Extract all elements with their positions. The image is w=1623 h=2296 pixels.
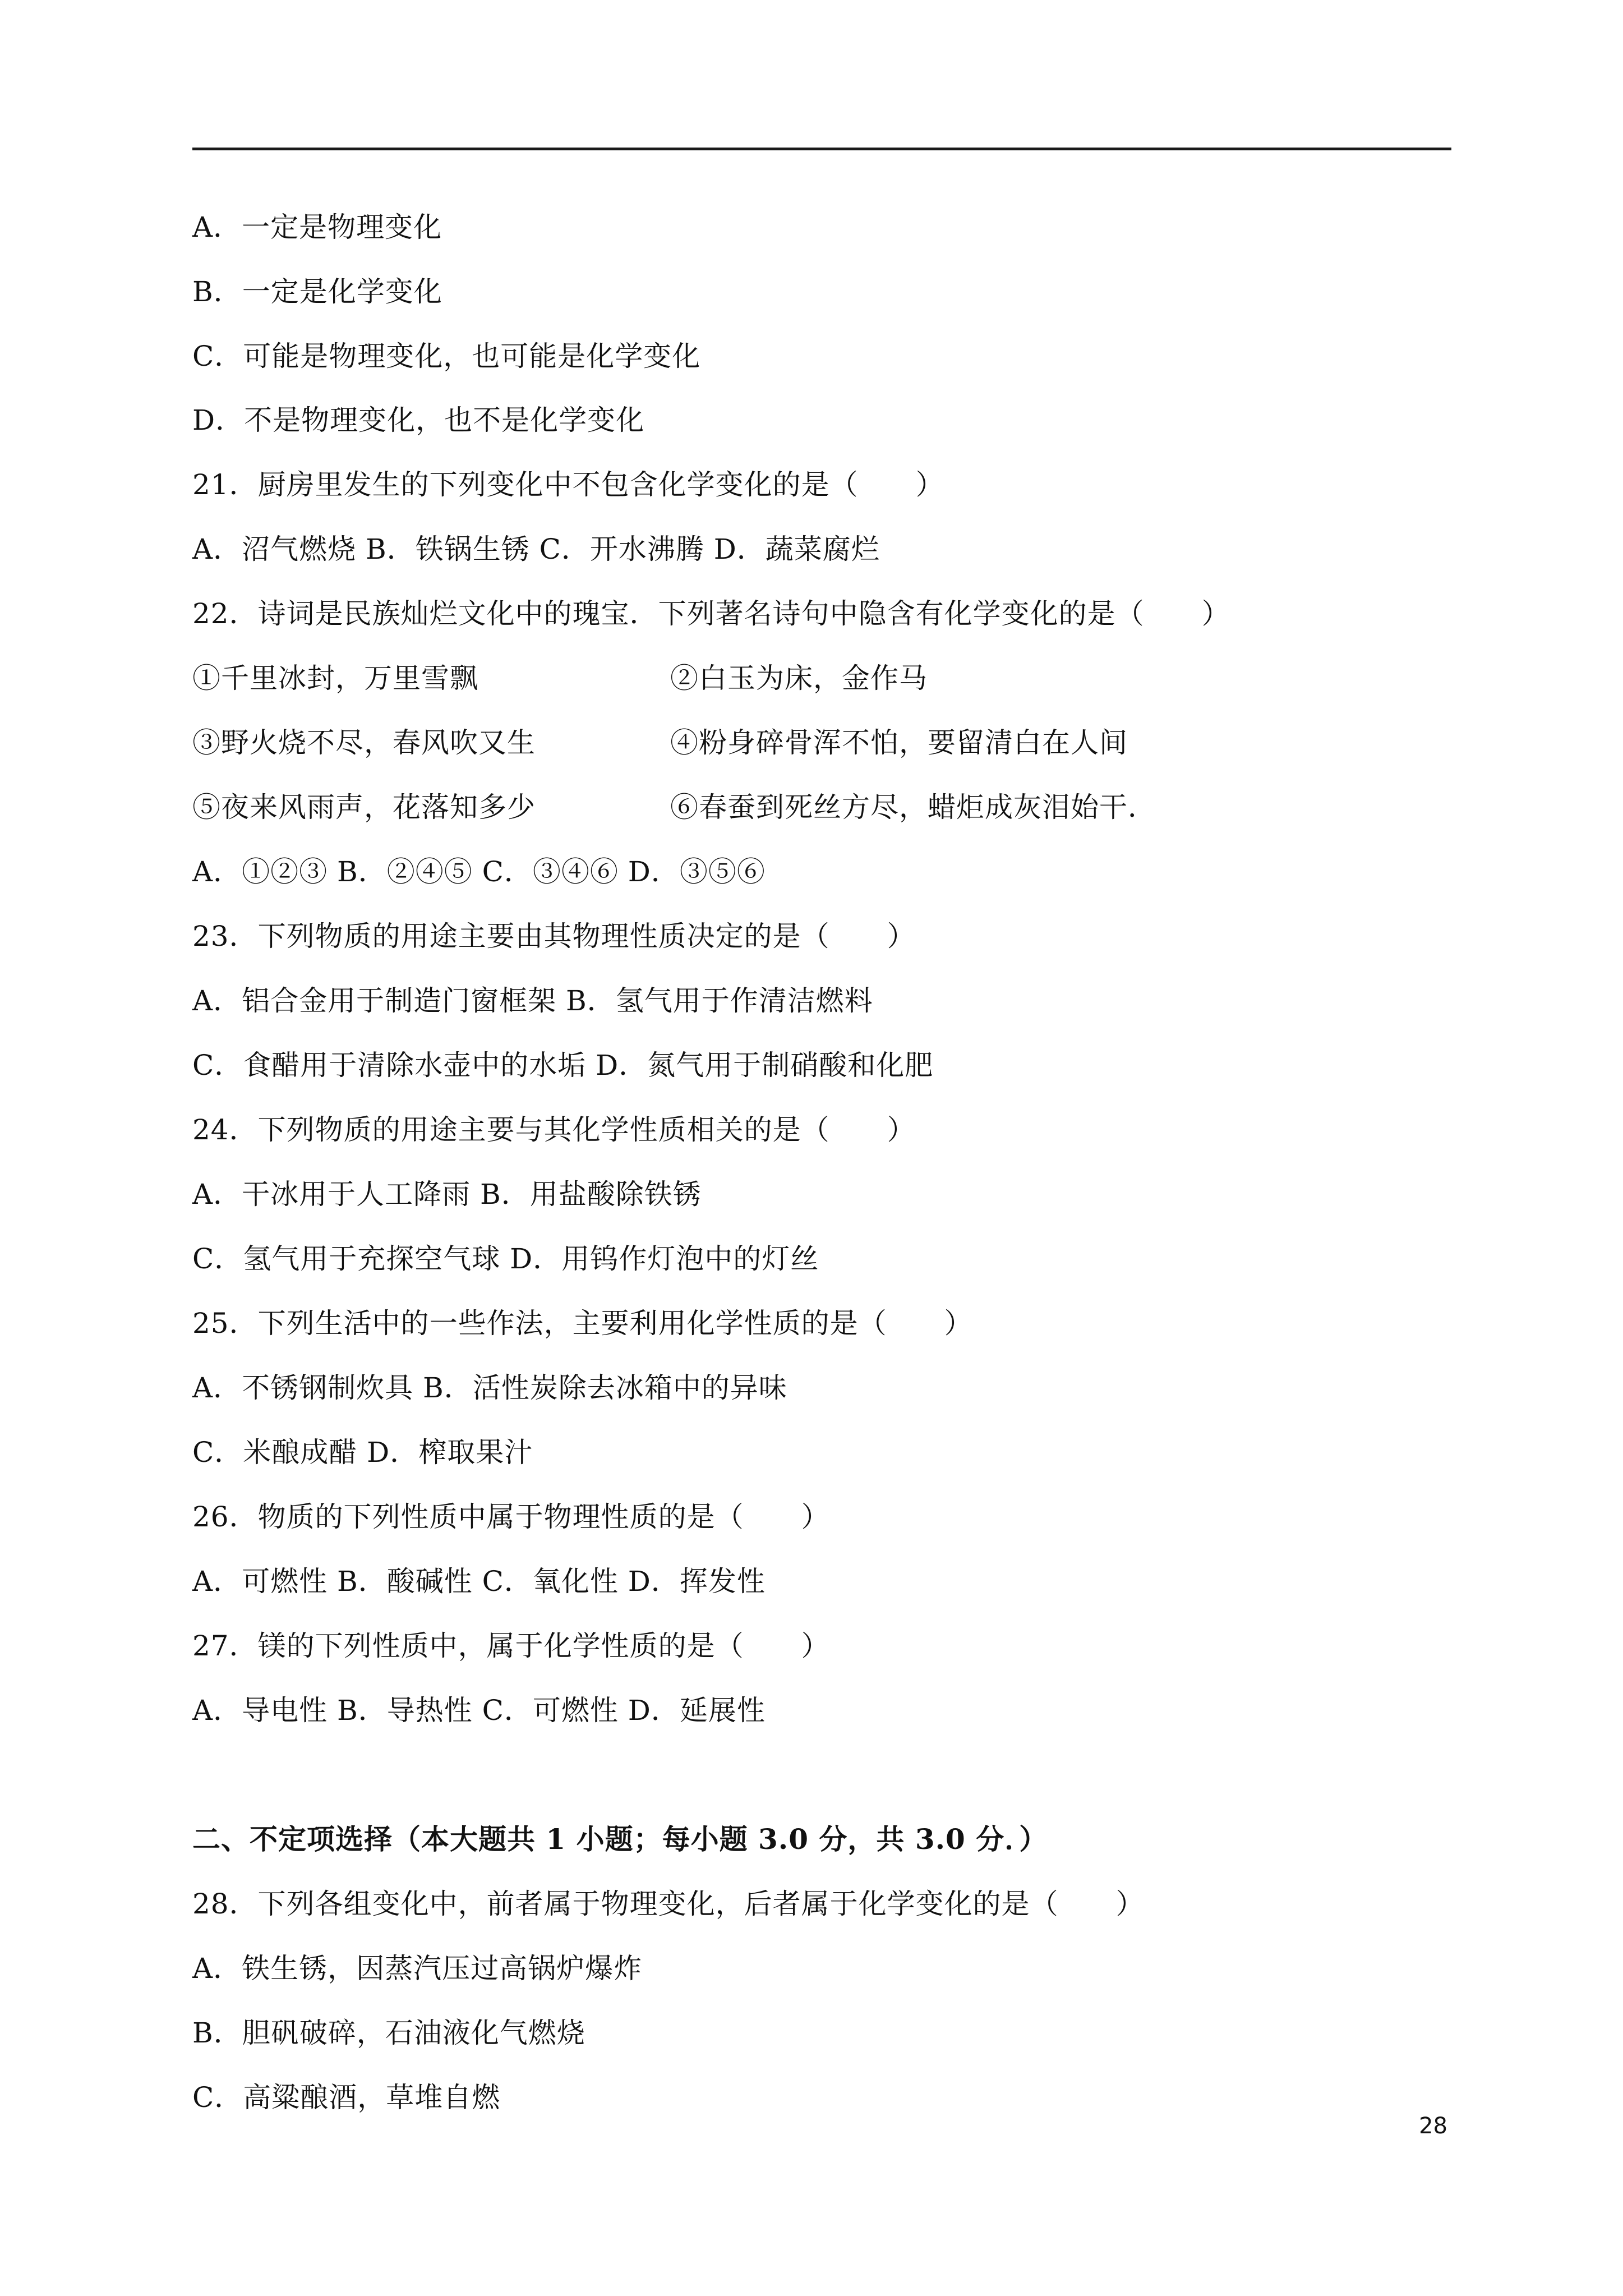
poem-1: ①千里冰封，万里雪飘 — [192, 662, 478, 694]
poem-3: ③野火烧不尽，春风吹又生 — [192, 726, 536, 759]
question-25-options-cd: C．米酿成醋 D．榨取果汁 — [192, 1436, 533, 1469]
question-26: 26．物质的下列性质中属于物理性质的是（ ） — [192, 1501, 830, 1533]
option-a-physical: A．一定是物理变化 — [192, 211, 442, 243]
option-c-either: C．可能是物理变化，也可能是化学变化 — [192, 340, 701, 372]
question-24-options-cd: C．氢气用于充探空气球 D．用钨作灯泡中的灯丝 — [192, 1243, 819, 1275]
question-28: 28．下列各组变化中，前者属于物理变化，后者属于化学变化的是（ ） — [192, 1888, 1145, 1920]
section-heading: 二、不定项选择（本大题共 1 小题；每小题 3.0 分，共 3.0 分．） — [192, 1823, 1048, 1856]
question-25: 25．下列生活中的一些作法，主要利用化学性质的是（ ） — [192, 1307, 973, 1340]
question-24-options-ab: A．干冰用于人工降雨 B．用盐酸除铁锈 — [192, 1178, 702, 1211]
poem-5: ⑤夜来风雨声，花落知多少 — [192, 791, 536, 823]
poem-6: ⑥春蚕到死丝方尽，蜡炬成灰泪始干． — [670, 791, 1156, 823]
question-28-option-a: A．铁生锈，因蒸汽压过高锅炉爆炸 — [192, 1952, 643, 1985]
question-21-options: A．沼气燃烧 B．铁锅生锈 C．开水沸腾 D．蔬菜腐烂 — [192, 533, 880, 565]
question-26-options: A．可燃性 B．酸碱性 C．氧化性 D．挥发性 — [192, 1565, 766, 1598]
page-number: 28 — [1419, 2113, 1447, 2139]
question-23-options-ab: A．铝合金用于制造门窗框架 B．氢气用于作清洁燃料 — [192, 984, 873, 1017]
question-21: 21．厨房里发生的下列变化中不包含化学变化的是（ ） — [192, 468, 944, 501]
poem-4: ④粉身碎骨浑不怕，要留清白在人间 — [670, 726, 1128, 759]
question-23-options-cd: C．食醋用于清除水壶中的水垢 D．氮气用于制硝酸和化肥 — [192, 1049, 934, 1082]
option-b-chemical: B．一定是化学变化 — [192, 275, 442, 308]
header-rule — [192, 148, 1451, 150]
question-28-option-c: C．高粱酿酒，草堆自燃 — [192, 2081, 501, 2114]
question-23: 23．下列物质的用途主要由其物理性质决定的是（ ） — [192, 920, 916, 953]
question-24: 24．下列物质的用途主要与其化学性质相关的是（ ） — [192, 1114, 916, 1146]
question-22-options: A．①②③ B．②④⑤ C．③④⑥ D．③⑤⑥ — [192, 855, 766, 888]
question-27-options: A．导电性 B．导热性 C．可燃性 D．延展性 — [192, 1694, 766, 1727]
poem-2: ②白玉为床，金作马 — [670, 662, 928, 694]
question-25-options-ab: A．不锈钢制炊具 B．活性炭除去冰箱中的异味 — [192, 1372, 787, 1404]
option-d-neither: D．不是物理变化，也不是化学变化 — [192, 404, 645, 436]
question-27: 27．镁的下列性质中，属于化学性质的是（ ） — [192, 1630, 830, 1662]
question-28-option-b: B．胆矾破碎，石油液化气燃烧 — [192, 2017, 585, 2049]
question-22: 22．诗词是民族灿烂文化中的瑰宝．下列著名诗句中隐含有化学变化的是（ ） — [192, 597, 1230, 630]
